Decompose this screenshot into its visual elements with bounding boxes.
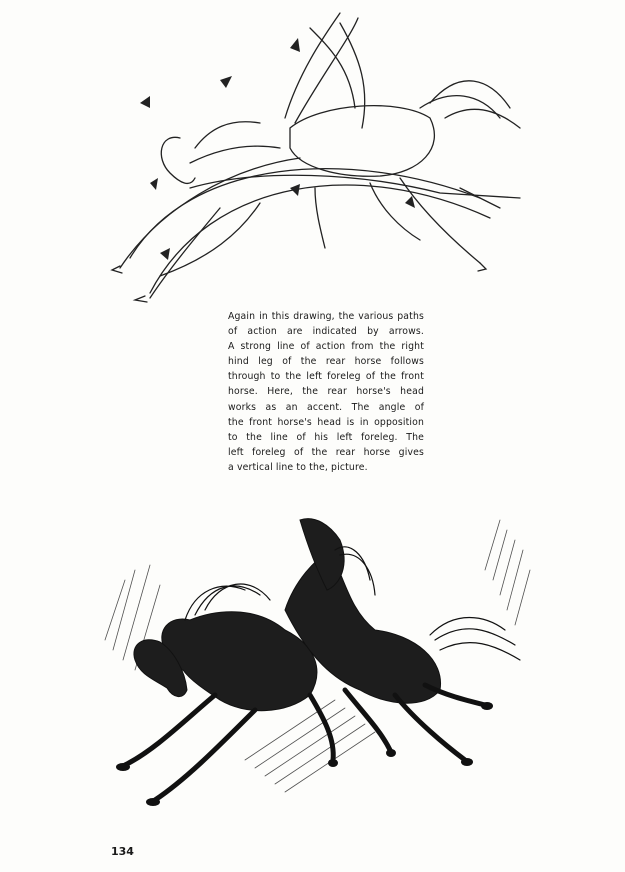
- caption-paragraph: [228, 309, 424, 475]
- caption-line: works as an accent. The angle of: [228, 401, 424, 413]
- caption-line: to the line of his left foreleg. The: [228, 431, 424, 443]
- horses-ink-illustration: [95, 510, 535, 820]
- caption-line: A strong line of action from the right: [228, 341, 424, 353]
- caption-line: Again in this drawing, the various paths: [228, 311, 424, 322]
- caption-line: horse. Here, the rear horse's head: [228, 386, 424, 398]
- caption-line: left foreleg of the rear horse gives: [228, 446, 424, 458]
- caption-line: through to the left foreleg of the front: [228, 371, 424, 383]
- horse-action-sketch: [100, 8, 530, 308]
- caption-line: of action are indicated by arrows.: [228, 326, 424, 338]
- page-number: 134: [111, 845, 134, 858]
- caption-line: the front horse's head is in opposition: [228, 416, 424, 428]
- caption-line: a vertical line to the, picture.: [228, 461, 368, 473]
- caption-line: hind leg of the rear horse follows: [228, 356, 424, 368]
